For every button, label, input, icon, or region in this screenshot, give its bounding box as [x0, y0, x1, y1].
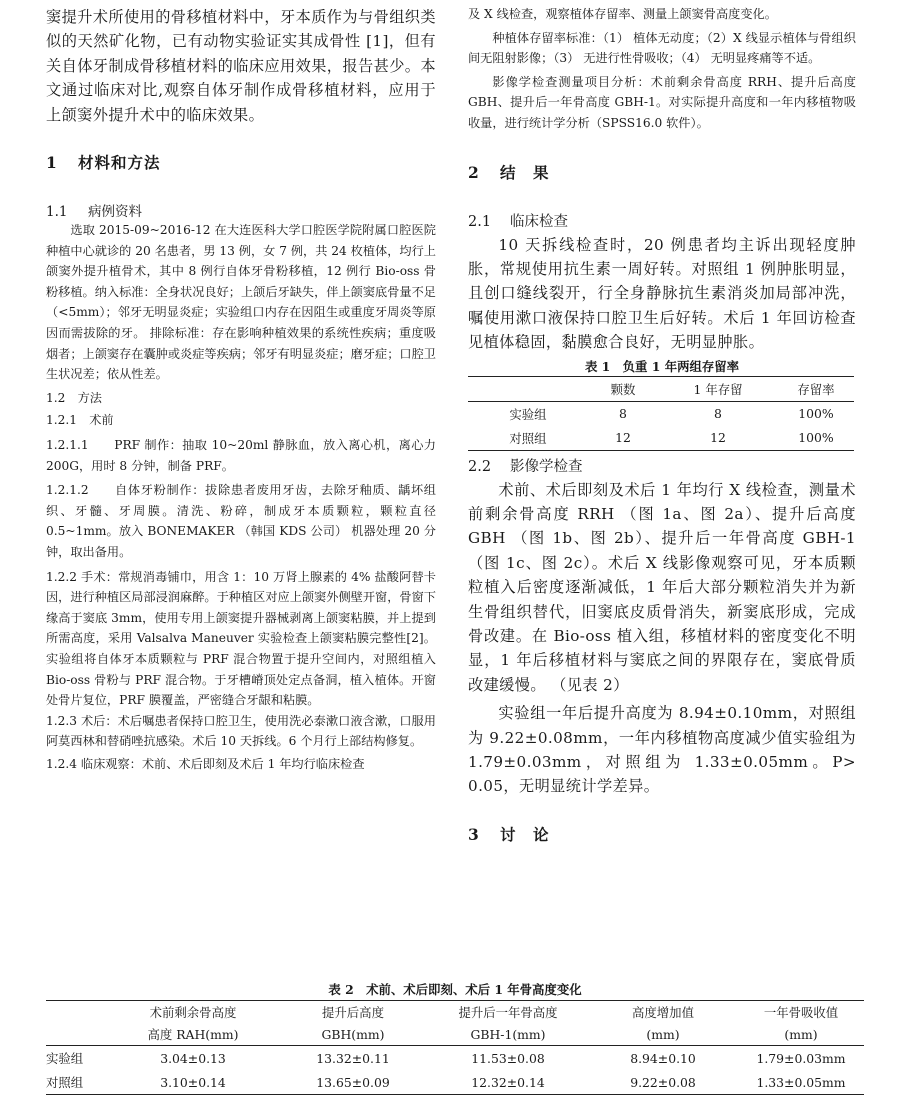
section-3-title: 讨 论 [500, 824, 550, 844]
table-1-cell: 12 [588, 426, 658, 451]
table-1-caption: 表 1 负重 1 年两组存留率 [584, 358, 740, 374]
table-2-cell: 1.79±0.03mm [756, 1050, 846, 1066]
table-1-header-cell [468, 376, 588, 401]
section-1-heading [46, 151, 436, 173]
clinical-results-paragraph: 10 天拆线检查时，20 例患者均主诉出现轻度肿胀，常规使用抗生素一周好转。对照组 1 例肿胀明显，且创口缝线裂开，行全身静脉抗生素消炎加局部冲洗，嘱使用漱口液保持口腔卫生后好转。术后 1 年回访检查见植体稳固，黏膜愈合良好，无明显肿胀。 [468, 235, 856, 352]
table-2-cell: 3.04±0.13 [160, 1050, 226, 1066]
table-2-cell: 对照组 [46, 1070, 108, 1095]
section-1-2-1-heading: 1.2.1 术前 [46, 413, 114, 428]
imaging-analysis-paragraph: 影像学检查测量项目分析：术前剩余骨高度 RRH、提升后高度 GBH、提升后一年骨高度 GBH-1。对实际提升高度和一年内移植物吸收量，进行统计学分析（SPSS16.0 软件）。 [468, 74, 856, 130]
table-1-row [468, 426, 854, 451]
table-2-cell: 8.94±0.10 [630, 1050, 696, 1066]
table-2-cell: 13.65±0.09 [278, 1070, 428, 1095]
section-1-title: 材料和方法 [78, 153, 161, 173]
table-1-cell: 8 [619, 406, 627, 422]
surgery-paragraph: 1.2.2 手术：常规消毒铺巾，用含 1：10 万肾上腺素的 4% 盐酸阿替卡因，进行种植区局部浸润麻醉。于种植区对应上颌窦外侧壁开窗，骨窗下缘高于窦底 3mm，使用专用上颌窦提升器械剥离上颌窦粘膜，并上提到所需高度，采用 Valsalva Maneuver 实验检查上颌窦粘膜完整性[2]。实验组将自体牙本质颗粒与 PRF 混合物置于提升空间内，对照组植入 Bio-oss 骨粉与 PRF 混合物。于牙槽嵴顶处定点备洞，植入植体。开窗处骨片复位，PRF 膜覆盖，严密缝合牙龈和粘膜。 [46, 569, 436, 708]
table-2-header-row [46, 1023, 864, 1046]
table-1-header-row [468, 376, 854, 401]
section-2-heading [468, 161, 856, 183]
section-2-number: 2 [468, 162, 480, 182]
section-1-1-number: 1.1 [46, 204, 68, 221]
table-1-cell: 100% [798, 406, 834, 422]
table-1-header-cell: 存留率 [778, 376, 854, 401]
table-2-header-cell: 提升后高度 [278, 1001, 428, 1024]
table-2-header-cell: 术前剩余骨高度 [108, 1001, 278, 1024]
table-1-row [468, 401, 854, 426]
table-1-cell: 对照组 [468, 426, 588, 451]
retention-criteria-paragraph: 种植体存留率标准：（1） 植体无动度；（2）X 线显示植体与骨组织间无阻射影像；（3） 无进行性骨吸收；（4） 无明显疼痛等不适。 [468, 30, 856, 66]
section-1-number: 1 [46, 153, 58, 173]
left-column [46, 0, 436, 774]
clinical-observation-paragraph: 1.2.4 临床观察：术前、术后即刻及术后 1 年均行临床检查 [46, 756, 365, 771]
section-2-2-number: 2.2 [468, 458, 492, 475]
table-2-row [46, 1046, 864, 1071]
table-2-header-cell: (mm) [588, 1023, 738, 1046]
section-3-heading [468, 823, 856, 845]
table-1 [468, 376, 854, 451]
table-1-header-cell: 颗数 [588, 376, 658, 401]
table-2 [46, 1000, 864, 1095]
table-2-header-cell: 高度增加值 [588, 1001, 738, 1024]
table-2-header-cell: GBH-1(mm) [428, 1023, 588, 1046]
tooth-powder-paragraph: 1.2.1.2 自体牙粉制作：拔除患者废用牙齿，去除牙釉质、龋坏组织、牙髓、牙周膜。清洗、粉碎，制成牙本质颗粒，颗粒直径 0.5~1mm。放入 BONEMAKER （韩国 KDS 公司） 机器处理 20 分钟，取出备用。 [46, 483, 436, 559]
table-1-cell: 100% [778, 426, 854, 451]
table-2-caption: 表 2 术前、术后即刻、术后 1 年骨高度变化 [328, 982, 582, 997]
table-2-cell: 9.22±0.08 [588, 1070, 738, 1095]
table-2-header-cell: (mm) [738, 1023, 864, 1046]
observation-continued: 及 X 线检查，观察植体存留率、测量上颌窦骨高度变化。 [468, 7, 777, 21]
table-2-cell: 1.33±0.05mm [738, 1070, 864, 1095]
table-1-cell: 8 [714, 406, 722, 422]
section-2-1-heading [468, 210, 856, 231]
table-2-cell: 11.53±0.08 [471, 1050, 545, 1066]
table-2-header-cell: 高度 RAH(mm) [108, 1023, 278, 1046]
table-2-header-cell: GBH(mm) [278, 1023, 428, 1046]
table-2-cell: 12.32±0.14 [428, 1070, 588, 1095]
section-3-number: 3 [468, 824, 480, 844]
section-2-2-heading [468, 455, 856, 476]
right-column [468, 0, 856, 845]
table-2-header-cell [46, 1001, 108, 1024]
table-2-header-cell: 一年骨吸收值 [738, 1001, 864, 1024]
table-2-header-cell: 提升后一年骨高度 [428, 1001, 588, 1024]
section-1-1-heading [46, 200, 436, 220]
table-2-header-row [46, 1001, 864, 1024]
table-2-cell: 3.10±0.14 [108, 1070, 278, 1095]
postop-paragraph: 1.2.3 术后：术后嘱患者保持口腔卫生，使用洗必泰漱口液含漱，口服用阿莫西林和替硝唑抗感染。术后 10 天拆线。6 个月行上部结构修复。 [46, 713, 436, 749]
section-1-1-title: 病例资料 [88, 204, 142, 221]
table-1-cell: 实验组 [509, 406, 547, 422]
prf-paragraph: 1.2.1.1 PRF 制作：抽取 10~20ml 静脉血，放入离心机，离心力 200G，用时 8 分钟，制备 PRF。 [46, 437, 436, 473]
statistics-paragraph: 实验组一年后提升高度为 8.94±0.10mm，对照组为 9.22±0.08mm，一年内移植物高度减少值实验组为 1.79±0.03mm，对照组为 1.33±0.05mm。P> 0.05，无明显统计学差异。 [468, 704, 856, 796]
table-2-block [46, 980, 864, 1095]
table-2-cell: 实验组 [46, 1051, 84, 1066]
intro-paragraph: 窦提升术所使用的骨移植材料中，牙本质作为与骨组织类似的天然矿化物，已有动物实验证实其成骨性 [1]，但有关自体牙制成骨移植材料的临床应用效果，报告甚少。本文通过临床对比,观察自体牙制作成骨移植材料，应用于上颌窦外提升术中的临床效果。 [46, 8, 436, 124]
section-2-1-number: 2.1 [468, 213, 492, 230]
table-2-header-cell [46, 1023, 108, 1046]
table-2-cell: 13.32±0.11 [316, 1050, 390, 1066]
section-2-1-title: 临床检查 [510, 213, 568, 230]
table-2-row [46, 1070, 864, 1095]
section-2-title: 结 果 [500, 162, 550, 182]
section-1-2-heading: 1.2 方法 [46, 390, 102, 405]
case-data-paragraph: 选取 2015-09~2016-12 在大连医科大学口腔医学院附属口腔医院种植中心就诊的 20 名患者，男 13 例，女 7 例，共 24 枚植体，均行上颌窦外提升植骨术，其中 8 例行自体牙骨粉移植，12 例行 Bio-oss 骨粉移植。纳入标准：全身状况良好；上颌后牙缺失，伴上颌窦底骨量不足 （<5mm）；邻牙无明显炎症；实验组口内存在因阻生或重度牙周炎等原因而需拔除的牙。 排除标准：存在影响种植效果的系统性疾病；重度吸烟者；上颌窦存在囊肿或炎症等疾病；邻牙有明显炎症；磨牙症；口腔卫生状况差；依从性差。 [46, 223, 436, 382]
imaging-results-paragraph: 术前、术后即刻及术后 1 年均行 X 线检查，测量术前剩余骨高度 RRH （图 1a、图 2a）、提升后高度 GBH （图 1b、图 2b）、提升后一年骨高度 GBH-1 （图 1c、图 2c）。术后 X 线影像观察可见，牙本质颗粒植入后密度逐渐减低，1 年后大部分颗粒消失并为新生骨组织替代，旧窦底皮质骨消失，新窦底形成，完成骨改建。在 Bio-oss 植入组，移植材料的密度变化不明显，1 年后移植材料与窦底之间的界限存在，窦底骨质改建缓慢。 （见表 2） [468, 480, 856, 694]
table-1-header-cell: 1 年存留 [658, 376, 778, 401]
section-2-2-title: 影像学检查 [510, 458, 583, 475]
table-1-cell: 12 [658, 426, 778, 451]
